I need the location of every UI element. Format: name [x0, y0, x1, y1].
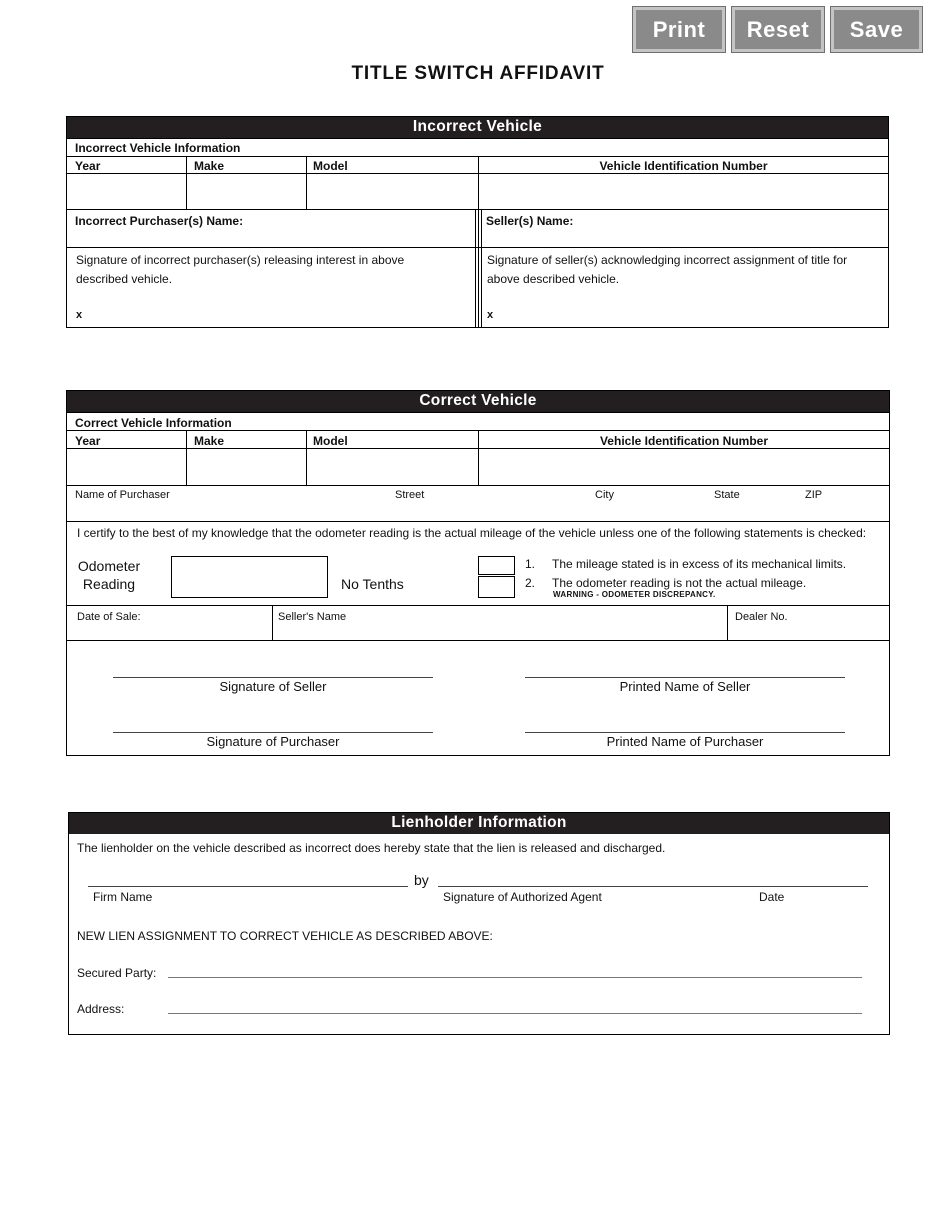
statement-1-text: The mileage stated is in excess of its mechanical limits.: [552, 557, 847, 571]
lien-release-text: The lienholder on the vehicle described as incorrect does hereby state that the lien is released and discharged.: [77, 841, 666, 855]
name-of-purchaser-label: Name of Purchaser: [75, 489, 170, 501]
firm-name-label: Firm Name: [93, 890, 153, 904]
seller-sig-mark: x: [487, 309, 494, 321]
state-label: State: [714, 489, 740, 501]
correct-model-field[interactable]: [307, 449, 478, 484]
no-tenths-label: No Tenths: [341, 576, 404, 592]
incorrect-purchaser-sig-mark: x: [76, 309, 83, 321]
incorrect-purchaser-sig-text: Signature of incorrect purchaser(s) releasing interest in above described vehicle.: [76, 253, 405, 286]
incorrect-col-model: Model: [313, 159, 348, 173]
seller-sig-text: Signature of seller(s) acknowledging incorrect assignment of title for above described vehicle.: [487, 253, 848, 286]
correct-col-year: Year: [75, 434, 101, 448]
reset-button[interactable]: Reset: [732, 7, 824, 52]
save-button[interactable]: Save: [831, 7, 922, 52]
odometer-reading-label: [75, 557, 143, 593]
odometer-certify-text: I certify to the best of my knowledge that the odometer reading is the actual mileage of the vehicle unless one of the following statements is checked:: [77, 526, 867, 540]
sellers-name-field[interactable]: [274, 624, 726, 639]
lienholder-header: Lienholder Information: [69, 813, 889, 834]
incorrect-purchaser-name-label: Incorrect Purchaser(s) Name:: [75, 214, 244, 228]
odometer-label-line2: Reading: [82, 576, 136, 592]
address-label: Address:: [77, 1002, 125, 1016]
mechanical-limits-checkbox[interactable]: [478, 556, 515, 575]
by-label: by: [414, 872, 429, 888]
lien-date-label: Date: [759, 890, 785, 904]
incorrect-info-label: Incorrect Vehicle Information: [75, 141, 241, 155]
printed-seller-line[interactable]: [525, 677, 845, 678]
signature-of-purchaser-label: Signature of Purchaser: [206, 734, 340, 749]
date-of-sale-label: Date of Sale:: [77, 611, 141, 623]
sellers-name-label: Seller's Name: [278, 611, 347, 623]
odometer-label-line1: Odometer: [77, 558, 141, 574]
incorrect-vin-field[interactable]: [479, 174, 888, 208]
signature-of-seller-label: Signature of Seller: [219, 679, 327, 694]
incorrect-model-field[interactable]: [307, 174, 478, 208]
lienholder-section: [68, 812, 890, 1035]
seller-name-field[interactable]: [579, 210, 887, 246]
correct-make-field[interactable]: [187, 449, 306, 484]
correct-vin-field[interactable]: [479, 449, 889, 484]
secured-party-label: Secured Party:: [77, 966, 157, 980]
statement-1-number: 1.: [525, 557, 536, 571]
correct-col-vin: Vehicle Identification Number: [599, 434, 769, 448]
correct-col-make: Make: [194, 434, 225, 448]
dealer-no-field[interactable]: [729, 624, 889, 639]
seller-signature-line[interactable]: [113, 677, 433, 678]
printed-purchaser-line[interactable]: [525, 732, 845, 733]
address-line[interactable]: [168, 1013, 862, 1014]
signature-authorized-agent-label: Signature of Authorized Agent: [443, 890, 602, 904]
correct-vehicle-section: [66, 390, 890, 756]
correct-col-model: Model: [313, 434, 348, 448]
statement-2-text: The odometer reading is not the actual mileage.: [552, 576, 807, 590]
incorrect-col-vin: Vehicle Identification Number: [599, 159, 768, 173]
date-of-sale-field[interactable]: [67, 624, 272, 639]
incorrect-year-field[interactable]: [67, 174, 186, 208]
print-button[interactable]: Print: [633, 7, 725, 52]
printed-name-of-purchaser-label: Printed Name of Purchaser: [606, 734, 764, 749]
zip-label: ZIP: [805, 489, 823, 501]
not-actual-mileage-checkbox[interactable]: [478, 576, 515, 598]
seller-name-label: Seller(s) Name:: [486, 214, 574, 228]
incorrect-vehicle-header: Incorrect Vehicle: [67, 117, 888, 138]
secured-party-line[interactable]: [168, 977, 862, 978]
odometer-reading-input[interactable]: [171, 556, 328, 598]
new-lien-assignment-text: NEW LIEN ASSIGNMENT TO CORRECT VEHICLE AS DESCRIBED ABOVE:: [77, 929, 493, 943]
printed-name-of-seller-label: Printed Name of Seller: [619, 679, 751, 694]
correct-year-field[interactable]: [67, 449, 186, 484]
correct-info-label: Correct Vehicle Information: [75, 416, 232, 430]
statement-2-number: 2.: [525, 576, 536, 590]
correct-vehicle-header: Correct Vehicle: [67, 391, 889, 412]
incorrect-col-make: Make: [194, 159, 225, 173]
purchaser-signature-line[interactable]: [113, 732, 433, 733]
page-title: TITLE SWITCH AFFIDAVIT: [351, 63, 605, 84]
city-label: City: [595, 489, 614, 501]
incorrect-make-field[interactable]: [187, 174, 306, 208]
dealer-no-label: Dealer No.: [735, 611, 788, 623]
incorrect-vehicle-section: [66, 116, 889, 328]
purchaser-address-field[interactable]: [67, 503, 889, 520]
incorrect-purchaser-name-field[interactable]: [257, 210, 473, 246]
odometer-warning: WARNING - ODOMETER DISCREPANCY.: [553, 590, 716, 599]
firm-name-line[interactable]: [88, 886, 408, 887]
street-label: Street: [395, 489, 425, 501]
incorrect-col-year: Year: [75, 159, 101, 173]
agent-signature-line[interactable]: [438, 886, 868, 887]
